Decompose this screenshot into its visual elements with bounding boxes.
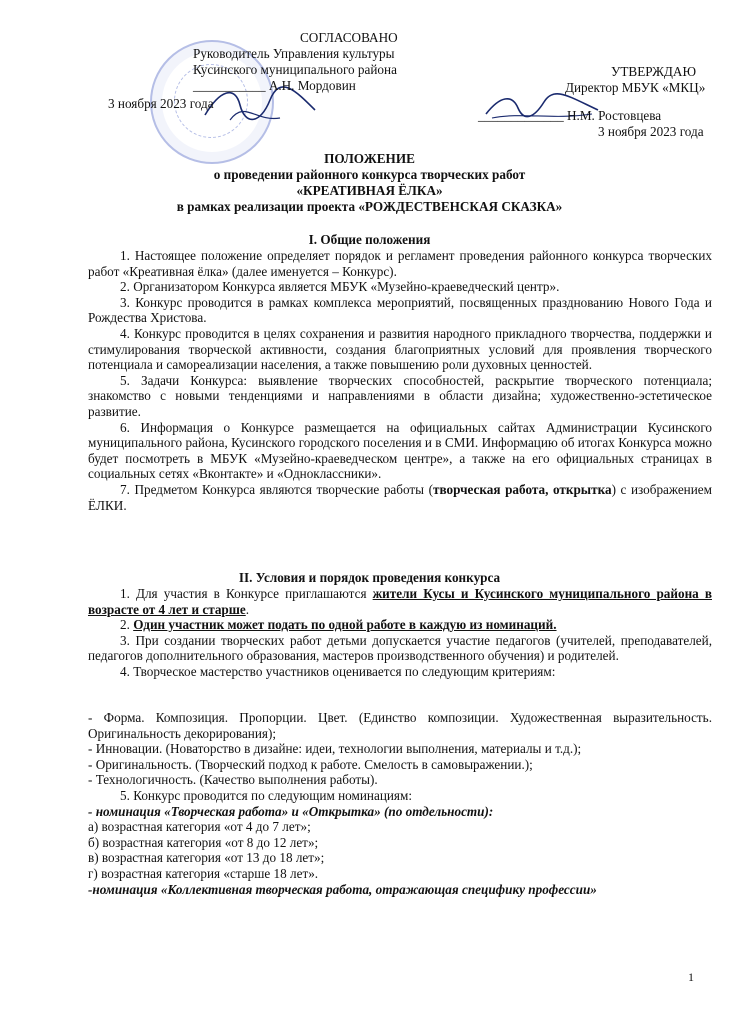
s1-p7-end: ) с изображением ЁЛКИ. bbox=[88, 481, 712, 513]
s2-paragraph-3: 3. При создании творческих работ детьми допускается участие педагогов (учителей, преподавателей, педагогов дополнительного образования, мастеров производственного обучения) и родителей. bbox=[88, 632, 712, 664]
criterion-3: - Оригинальность. (Творческий подход к работе. Смелость в самовыражении.); bbox=[88, 756, 533, 772]
s1-paragraph-3: 3. Конкурс проводится в рамках комплекса мероприятий, посвященных празднованию Нового Года и Рождества Христова. bbox=[88, 294, 712, 326]
criteria-list bbox=[88, 710, 712, 897]
approval-left-line1: Руководитель Управления культуры bbox=[193, 46, 395, 61]
approval-left-signature-line: ___________ А.Н. Мордовин bbox=[193, 78, 356, 93]
nomination-2: -номинация «Коллективная творческая работа, отражающая специфику профессии» bbox=[88, 881, 597, 897]
s1-p7-start: 7. Предметом Конкурса являются творческие работы ( bbox=[120, 481, 433, 497]
age-category-b: б) возрастная категория «от 8 до 12 лет»; bbox=[88, 834, 319, 850]
approval-right-date: 3 ноября 2023 года bbox=[598, 124, 704, 139]
s1-paragraph-4: 4. Конкурс проводится в целях сохранения и развития народного прикладного творчества, поддержки и стимулирования творческой активности, создания благоприятных условий для проявления творческого потенциала и самореализации населения, а также повышению роли духовных ценностей. bbox=[88, 325, 712, 373]
s1-paragraph-6: 6. Информация о Конкурсе размещается на официальных сайтах Администрации Кусинского муниципального района, Кусинского городского поселения и в СМИ. Информацию об итогах Конкурса можно будет посмотреть в МБУК «Музейно-краеведческом центре», а также на его официальных страницах в социальных сетях «Вконтакте» и «Одноклассники». bbox=[88, 419, 712, 482]
project-name: в рамках реализации проекта «РОЖДЕСТВЕНСКАЯ СКАЗКА» bbox=[176, 199, 563, 214]
s2-p2-number: 2. bbox=[120, 617, 134, 633]
s1-p7-bold: творческая работа, открытка bbox=[432, 481, 612, 497]
s2-paragraph-2 bbox=[88, 617, 712, 633]
section2-heading: II. Условия и порядок проведения конкурса bbox=[238, 570, 501, 585]
s2-paragraph-1 bbox=[88, 586, 712, 617]
s2-p2-underlined: Один участник может подать по одной работе в каждую из номинаций. bbox=[133, 617, 557, 633]
section2-body bbox=[88, 586, 712, 680]
nomination-1: - номинация «Творческая работа» и «Открытка» (по отдельности): bbox=[88, 803, 494, 819]
approval-left-line2: Кусинского муниципального района bbox=[193, 62, 397, 77]
document-title: ПОЛОЖЕНИЕ bbox=[324, 151, 415, 166]
s1-paragraph-5: 5. Задачи Конкурса: выявление творческих способностей, раскрытие творческого потенциала; знакомство с новыми тенденциями и направлениями в области дизайна; художественно-эстетическое развитие. bbox=[88, 372, 712, 419]
s2-p1-underlined: жители Кусы и Кусинского муниципального района в возрасте от 4 лет и старше bbox=[88, 586, 712, 617]
s1-paragraph-1: 1. Настоящее положение определяет порядок и регламент проведения районного конкурса творческих работ «Креативная ёлка» (далее именуется – Конкурс). bbox=[88, 248, 712, 279]
page-number: 1 bbox=[688, 970, 694, 984]
s1-paragraph-7 bbox=[88, 482, 712, 513]
s2-p1-end: . bbox=[245, 601, 250, 617]
document-subtitle: о проведении районного конкурса творческих работ bbox=[213, 167, 526, 182]
contest-name: «КРЕАТИВНАЯ ЁЛКА» bbox=[296, 183, 443, 198]
approval-right-line1: Директор МБУК «МКЦ» bbox=[565, 80, 706, 95]
age-category-a: а) возрастная категория «от 4 до 7 лет»; bbox=[88, 819, 311, 835]
approval-left-date: 3 ноября 2023 года bbox=[108, 96, 214, 111]
s2-paragraph-4: 4. Творческое мастерство участников оценивается по следующим критериям: bbox=[120, 663, 556, 679]
approval-left-heading: СОГЛАСОВАНО bbox=[300, 30, 398, 45]
age-category-v: в) возрастная категория «от 13 до 18 лет»; bbox=[88, 850, 325, 866]
s1-paragraph-2: 2. Организатором Конкурса является МБУК «Музейно-краеведческий центр». bbox=[120, 279, 560, 295]
criterion-1: - Форма. Композиция. Пропорции. Цвет. (Единство композиции. Художественная выразительность. Оригинальность декорирования); bbox=[88, 710, 712, 741]
criterion-4: - Технологичность. (Качество выполнения работы). bbox=[88, 772, 378, 788]
approval-right-signature-line: _____________ Н.М. Ростовцева bbox=[478, 108, 662, 123]
s2-paragraph-5: 5. Конкурс проводится по следующим номинациям: bbox=[120, 787, 413, 803]
section1-heading: I. Общие положения bbox=[308, 232, 431, 247]
age-category-g: г) возрастная категория «старше 18 лет». bbox=[88, 865, 319, 881]
s2-p1-start: 1. Для участия в Конкурсе приглашаются bbox=[120, 586, 373, 601]
section1-body bbox=[88, 248, 712, 513]
criterion-2: - Инновации. (Новаторство в дизайне: идеи, технологии выполнения, материалы и т.д.); bbox=[88, 741, 582, 757]
approval-right-heading: УТВЕРЖДАЮ bbox=[611, 64, 697, 79]
